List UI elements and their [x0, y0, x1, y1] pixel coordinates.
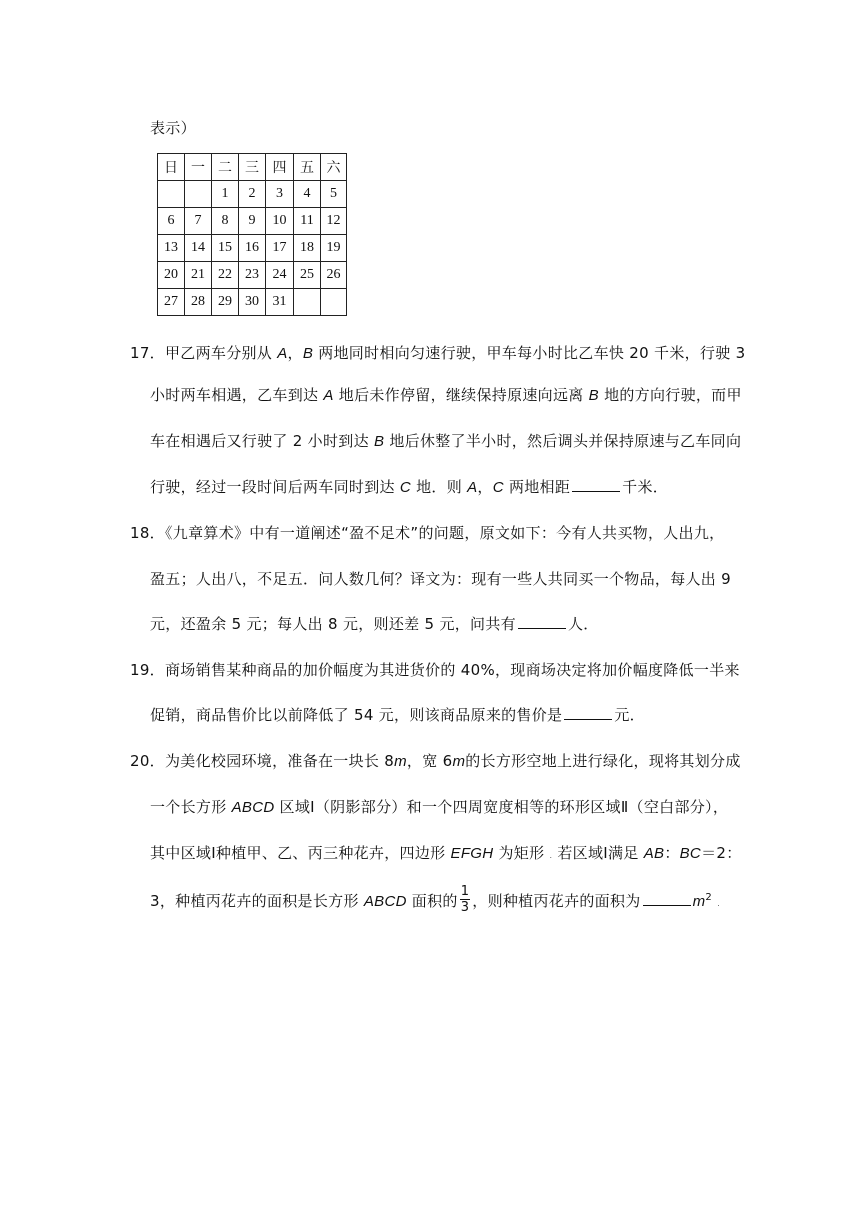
calendar-day-cell: 30 — [239, 289, 266, 316]
calendar-day-cell: 17 — [266, 235, 294, 262]
calendar-weekday-cell: 六 — [321, 154, 347, 181]
calendar-day-cell: 31 — [266, 289, 294, 316]
calendar-day-cell: 2 — [239, 181, 266, 208]
answer-blank-17 — [572, 477, 620, 492]
calendar-day-cell: 10 — [266, 208, 294, 235]
calendar-day-cell: 29 — [212, 289, 239, 316]
calendar-weekday-cell: 五 — [294, 154, 321, 181]
point-a: A — [277, 345, 288, 362]
calendar-day-cell: 14 — [185, 235, 212, 262]
q18-line-2: 盈五；人出八，不足五．问人数几何？译文为：现有一些人共同买一个物品，每人出 9 — [150, 570, 732, 588]
calendar-day-cell: 11 — [294, 208, 321, 235]
calendar-day-cell: 12 — [321, 208, 347, 235]
answer-blank-20 — [643, 891, 691, 906]
calendar-day-cell: 1 — [212, 181, 239, 208]
calendar-day-cell: 21 — [185, 262, 212, 289]
q20-line-4: 3，种植丙花卉的面积是长方形 ABCD 面积的 $\frac{1}{3}$ ，则种植丙花卉的面积为 $m^2$ . — [150, 884, 720, 915]
q20-line-3: 其中区域Ⅰ种植甲、乙、丙三种花卉，四边形 EFGH 为矩形 . 若区域Ⅰ满足 AB：BC＝2： — [150, 844, 742, 862]
calendar-day-cell: 4 — [294, 181, 321, 208]
top-fragment: 表示） — [150, 119, 196, 137]
calendar-day-cell: 22 — [212, 262, 239, 289]
calendar-day-cell: 8 — [212, 208, 239, 235]
calendar-day-cell: 23 — [239, 262, 266, 289]
q17-number: 17． — [130, 344, 165, 362]
answer-blank-18 — [518, 614, 566, 629]
calendar-day-cell — [158, 181, 185, 208]
calendar-week-row — [158, 181, 347, 208]
calendar-weekday-cell: 三 — [239, 154, 266, 181]
calendar-day-cell: 25 — [294, 262, 321, 289]
fraction-one-third: $\frac{1}{3}$ — [460, 884, 470, 915]
calendar-day-cell: 27 — [158, 289, 185, 316]
calendar-weekday-cell: 四 — [266, 154, 294, 181]
q18-line-1: 18．《九章算术》中有一道阐述“盈不足术”的问题，原文如下：今有人共买物，人出九， — [130, 524, 725, 542]
calendar-week-row — [158, 208, 347, 235]
calendar-day-cell — [321, 289, 347, 316]
calendar-day-cell: 3 — [266, 181, 294, 208]
q17-line-1: 17．甲乙两车分别从 A，B 两地同时相向匀速行驶，甲车每小时比乙车快 20 千米，行驶 3 — [130, 344, 746, 362]
calendar-day-cell: 5 — [321, 181, 347, 208]
q18-line-3: 元，还盈余 5 元；每人出 8 元，则还差 5 元，问共有 人． — [150, 615, 599, 633]
calendar-weekday-cell: 二 — [212, 154, 239, 181]
q17-line-4: 行驶，经过一段时间后两车同时到达 C 地．则 A，C 两地相距 千米． — [150, 478, 669, 496]
q20-number: 20． — [130, 752, 165, 770]
calendar-day-cell: 19 — [321, 235, 347, 262]
q17-line-2: 小时两车相遇，乙车到达 A 地后未作停留，继续保持原速向远离 B 地的方向行驶，而甲 — [150, 386, 742, 404]
q20-line-1: 20．为美化校园环境，准备在一块长 8m，宽 6m的长方形空地上进行绿化，现将其划分成 — [130, 752, 741, 770]
calendar-day-cell: 18 — [294, 235, 321, 262]
point-b: B — [302, 345, 314, 362]
calendar-day-cell: 13 — [158, 235, 185, 262]
q19-number: 19． — [130, 661, 165, 679]
calendar-table — [157, 153, 347, 316]
calendar-day-cell: 9 — [239, 208, 266, 235]
calendar-weekday-cell: 日 — [158, 154, 185, 181]
calendar-week-row — [158, 235, 347, 262]
calendar-day-cell: 20 — [158, 262, 185, 289]
calendar-header-row — [158, 154, 347, 181]
calendar-day-cell: 15 — [212, 235, 239, 262]
calendar-week-row — [158, 289, 347, 316]
q17-line-3: 车在相遇后又行驶了 2 小时到达 B 地后休整了半小时，然后调头并保持原速与乙车同向 — [150, 432, 742, 450]
answer-blank-19 — [564, 705, 612, 720]
calendar-day-cell: 28 — [185, 289, 212, 316]
q18-number: 18． — [130, 524, 165, 542]
calendar-day-cell: 24 — [266, 262, 294, 289]
calendar-day-cell — [185, 181, 212, 208]
calendar-weekday-cell: 一 — [185, 154, 212, 181]
calendar-day-cell: 7 — [185, 208, 212, 235]
calendar-day-cell: 16 — [239, 235, 266, 262]
q19-line-1: 19．商场销售某种商品的加价幅度为其进货价的 40%，现商场决定将加价幅度降低一半来 — [130, 661, 740, 679]
q19-line-2: 促销，商品售价比以前降低了 54 元，则该商品原来的售价是 元． — [150, 706, 645, 724]
calendar-week-row — [158, 262, 347, 289]
calendar-day-cell: 26 — [321, 262, 347, 289]
calendar-day-cell: 6 — [158, 208, 185, 235]
q20-line-2: 一个长方形 ABCD 区域Ⅰ（阴影部分）和一个四周宽度相等的环形区域Ⅱ（空白部分）， — [150, 798, 729, 816]
calendar-day-cell — [294, 289, 321, 316]
